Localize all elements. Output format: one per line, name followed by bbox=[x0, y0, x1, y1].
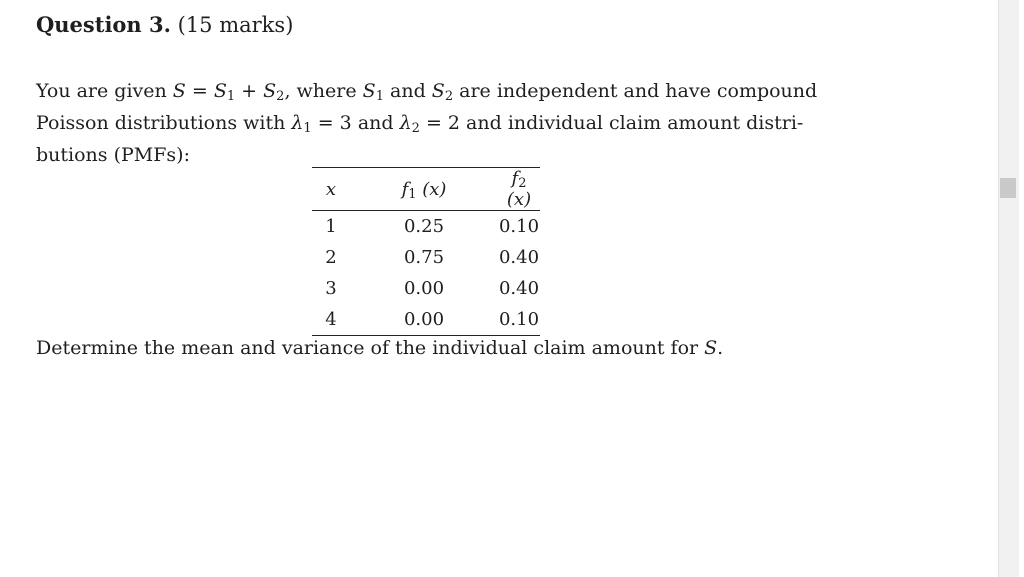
text: and individual claim amount distri- bbox=[460, 112, 804, 134]
math-value: = 2 bbox=[419, 112, 461, 134]
cell-x: 1 bbox=[325, 216, 337, 237]
header-f1-argument: (x) bbox=[416, 178, 447, 200]
math-subscript: 1 bbox=[303, 121, 312, 136]
table-row bbox=[312, 242, 540, 273]
math-equals: = bbox=[185, 80, 214, 102]
pmf-table bbox=[312, 167, 540, 336]
header-f2-function: f bbox=[511, 168, 519, 189]
math-S: S bbox=[704, 337, 718, 359]
math-lambda-2: λ bbox=[399, 112, 412, 134]
paragraph-line-2 bbox=[36, 107, 836, 139]
closing-instruction bbox=[36, 337, 723, 359]
text: are independent and have compound bbox=[453, 80, 818, 102]
text: You are given bbox=[36, 80, 173, 102]
math-S2: S bbox=[431, 80, 445, 102]
text: , where bbox=[284, 80, 363, 102]
paragraph-line-3: butions (PMFs): bbox=[36, 144, 190, 166]
header-f1 bbox=[350, 168, 498, 211]
table-row bbox=[312, 304, 540, 336]
text: and bbox=[351, 112, 400, 134]
question-paragraph bbox=[36, 75, 836, 171]
header-f1-subscript: 1 bbox=[408, 186, 417, 202]
cell-x: 2 bbox=[325, 247, 337, 268]
closing-text: Determine the mean and variance of the individual claim amount for bbox=[36, 337, 705, 359]
cell-x: 3 bbox=[325, 278, 337, 299]
question-label: Question 3. bbox=[36, 12, 171, 37]
header-f2-subscript: 2 bbox=[518, 176, 527, 191]
cell-f2: 0.40 bbox=[498, 278, 540, 299]
table-header-row bbox=[312, 168, 540, 211]
header-f2-argument: (x) bbox=[506, 189, 532, 210]
math-subscript: 2 bbox=[276, 89, 285, 104]
vertical-scrollbar[interactable] bbox=[998, 0, 1019, 577]
math-subscript: 1 bbox=[375, 89, 384, 104]
header-x: x bbox=[325, 178, 337, 200]
math-plus: + bbox=[235, 80, 264, 102]
math-S2: S bbox=[263, 80, 277, 102]
table-row bbox=[312, 211, 540, 243]
math-S1: S bbox=[362, 80, 376, 102]
header-f2 bbox=[498, 168, 540, 211]
math-subscript: 2 bbox=[411, 121, 420, 136]
paragraph-line-1 bbox=[36, 75, 836, 107]
math-S: S bbox=[172, 80, 186, 102]
header-f1-function: f bbox=[401, 178, 409, 200]
cell-f1: 0.75 bbox=[403, 247, 445, 268]
window-edge bbox=[1019, 0, 1024, 577]
cell-f1: 0.00 bbox=[403, 309, 445, 330]
cell-f1: 0.25 bbox=[403, 216, 445, 237]
cell-f1: 0.00 bbox=[403, 278, 445, 299]
text: and bbox=[383, 80, 432, 102]
scrollbar-thumb[interactable] bbox=[1000, 178, 1016, 198]
cell-x: 4 bbox=[325, 309, 337, 330]
question-marks: (15 marks) bbox=[177, 13, 294, 37]
math-lambda-1: λ bbox=[291, 112, 304, 134]
math-subscript: 2 bbox=[444, 89, 454, 104]
math-value: = 3 bbox=[311, 112, 352, 134]
cell-f2: 0.10 bbox=[498, 216, 540, 237]
cell-f2: 0.10 bbox=[498, 309, 540, 330]
text: Poisson distributions with bbox=[36, 112, 292, 134]
closing-period: . bbox=[717, 337, 724, 359]
question-heading bbox=[36, 12, 293, 37]
math-S1: S bbox=[213, 80, 227, 102]
cell-f2: 0.40 bbox=[498, 247, 540, 268]
table-row bbox=[312, 273, 540, 304]
math-subscript: 1 bbox=[226, 89, 236, 104]
